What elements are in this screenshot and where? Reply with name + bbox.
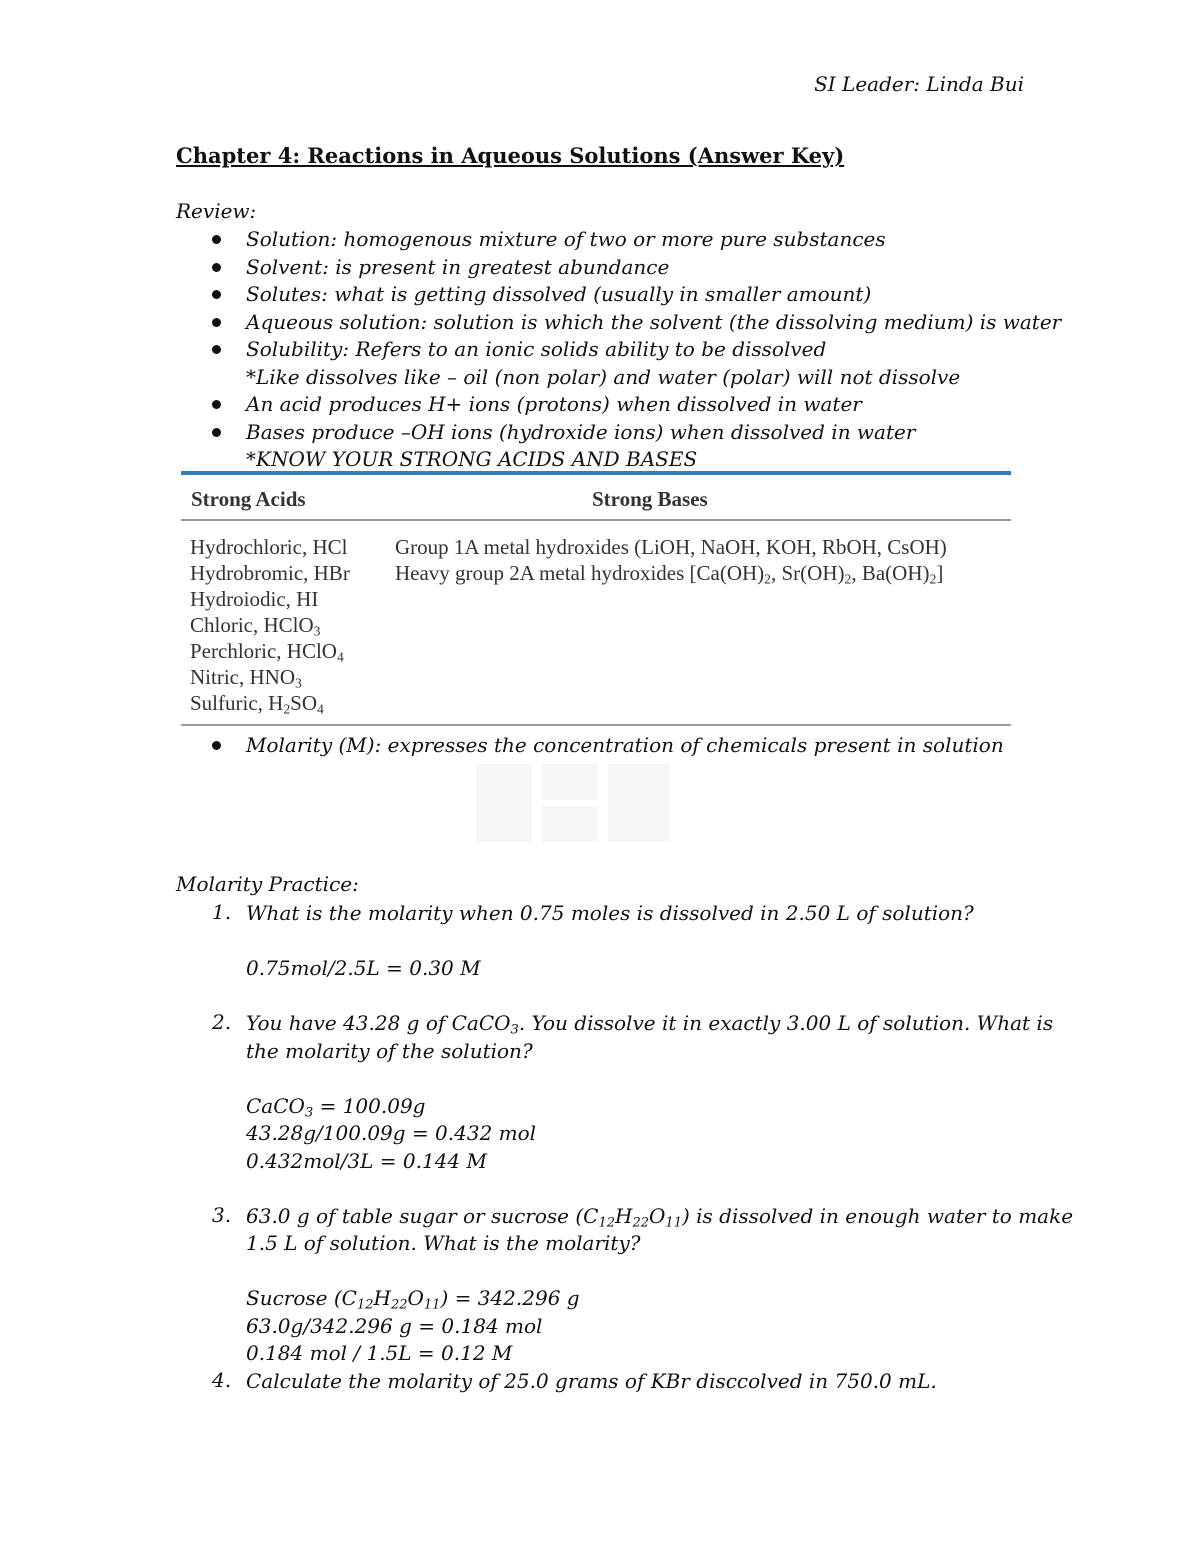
list-item-text: An acid produces H+ ions (protons) when dissolved in water [246,392,862,416]
bullet-icon [212,290,221,299]
page-title: Chapter 4: Reactions in Aqueous Solutions (Answer Key) [176,143,845,168]
bullet-icon [212,400,221,409]
question-text: What is the molarity when 0.75 moles is dissolved in 2.50 L of solution? [246,901,974,925]
list-item [176,732,1056,760]
review-label: Review: [176,199,257,223]
watermark-logo [476,764,670,842]
acid-row: Chloric, HClO$_3$ [190,613,321,639]
molarity-bullet [176,732,1056,760]
question-4 [176,1368,1056,1396]
bullet-icon [212,235,221,244]
list-item-text: Molarity (M): expresses the concentration of chemicals present in solution [246,733,1004,757]
question-1 [176,900,1056,1010]
acid-row: Hydrobromic, HBr [190,561,350,585]
table-body [181,521,1011,726]
list-item [176,281,1056,309]
question-text: You have 43.28 g of CaCO$_3$. You dissolve it in exactly 3.00 L of solution. What is [246,1011,1054,1038]
question-3 [176,1202,1074,1368]
bullet-icon [212,318,221,327]
question-text: the molarity of the solution? [246,1038,533,1063]
list-item-text: Solvent: is present in greatest abundance [246,254,670,279]
note-text: *Like dissolves like – oil (non polar) and water (polar) will not dissolve [246,364,961,389]
bullet-icon [212,428,221,437]
bases-column [395,534,947,586]
list-item-text: Bases produce –OH ions (hydroxide ions) when dissolved in water [246,419,916,444]
answer-line: 0.432mol/3L = 0.144 M [246,1148,487,1173]
acid-row: Nitric, $HNO_3$ [190,665,302,691]
acid-row: Hydrochloric, HCl [190,535,348,559]
question-number: 3. [212,1202,232,1227]
note-text: *KNOW YOUR STRONG ACIDS AND BASES [246,447,698,471]
question-number: 2. [212,1010,232,1034]
answer-line: CaCO$_3$ = 100.09g [246,1093,426,1120]
header-strong-bases: Strong Bases [592,487,708,511]
practice-label: Molarity Practice: [176,872,359,896]
question-text: 63.0 g of table sugar or sucrose $(C_{12}H_{22}O_{11})$ is dissolved in enough water to make [246,1203,1074,1230]
list-item-text: Solubility: Refers to an ionic solids ability to be dissolved [246,337,827,361]
strong-acids-bases-table [181,471,1011,726]
list-item-text: Aqueous solution: solution is which the solvent (the dissolving medium) is water [246,309,1062,334]
page-header: SI Leader: Linda Bui [814,72,1024,96]
answer-line: 63.0g/342.296 g = 0.184 mol [246,1313,543,1338]
base-row: Group 1A metal hydroxides (LiOH, NaOH, KOH, RbOH, CsOH) [395,535,947,559]
list-item-note [176,446,1056,474]
list-item-note [176,364,1056,392]
question-number: 4. [212,1367,232,1392]
list-item-text: Solutes: what is getting dissolved (usually in smaller amount) [246,282,872,306]
practice-questions [176,900,1074,1395]
list-item-text: Solution: homogenous mixture of two or more pure substances [246,227,886,251]
list-item [176,254,1056,282]
answer-line: 0.184 mol / 1.5L = 0.12 M [246,1341,513,1365]
table-header [181,475,1011,521]
base-row: Heavy group 2A metal hydroxides [$Ca(OH)_2$, $Sr(OH)_2$, $Ba(OH)_2$] [395,561,944,587]
acid-row: Sulfuric, $H_2SO_4$ [190,691,324,717]
question-number: 1. [212,900,232,924]
list-item [176,419,1056,447]
bullet-icon [212,263,221,272]
list-item [176,336,1056,364]
question-text: 1.5 L of solution. What is the molarity? [246,1231,641,1255]
acid-row: Perchloric, HClO$_4$ [190,639,344,665]
bullet-icon [212,741,221,750]
answer-line: 0.75mol/2.5L = 0.30 M [246,956,481,980]
list-item [176,226,1056,254]
question-text: Calculate the molarity of 25.0 grams of KBr disccolved in 750.0 mL. [246,1368,937,1393]
question-2 [176,1010,1056,1203]
header-strong-acids: Strong Acids [191,487,306,511]
review-list [176,226,1062,474]
answer-line: 43.28g/100.09g = 0.432 mol [246,1121,537,1145]
bullet-icon [212,345,221,354]
answer-line: Sucrose $(C_{12}H_{22}O_{11}) = 342.296$ g [246,1286,580,1313]
acid-row: Hydroiodic, HI [190,587,319,611]
acids-column [190,534,350,716]
list-item [176,391,1056,419]
list-item [176,309,1062,337]
